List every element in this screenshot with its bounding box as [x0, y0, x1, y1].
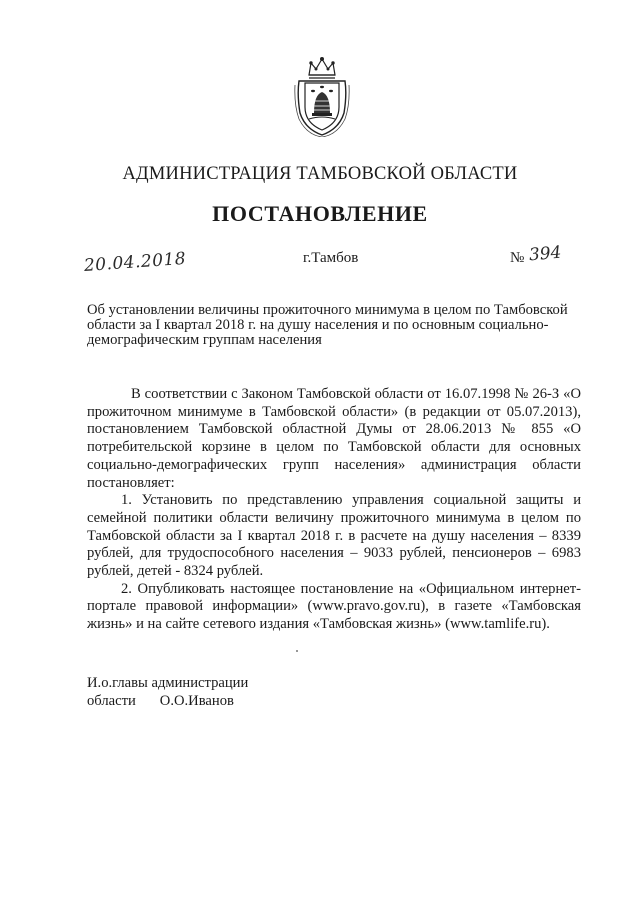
signatory-name: О.О.Иванов — [159, 693, 234, 709]
document-number: 394 — [528, 242, 563, 266]
item-2-paragraph: 2. Опубликовать настоящее постановление на «Официальном интернет-портале правовой информации» (www.pravo.gov.ru), в газете «Тамбовская жизнь» и на сайте сетевого издания «Тамбовская жизнь» (www.tamlife.ru). — [87, 580, 581, 633]
document-date: 20.04.2018 — [83, 248, 187, 276]
signatory-position-line2 — [87, 692, 248, 710]
subject-text: Об установлении величины прожиточного минимума в целом по Тамбовской области за I квартал 2018 г. на душу населения и по основным социально-демографическим группам населения — [87, 302, 568, 348]
signature-block — [87, 674, 248, 710]
document-subject — [87, 303, 581, 348]
item-1-paragraph: 1. Установить по представлению управления социальной защиты и семейной политики области величину прожиточного минимума в целом по Тамбовской области за I квартал 2018 г. в расчете на душу населения – 8339 рублей, для трудоспособного населения – 9033 рублей, пенсионеров – 6983 рублей, детей - 8324 рублей. — [87, 492, 581, 580]
signatory-position-line1: И.о.главы администрации — [87, 675, 249, 691]
document-type: ПОСТАНОВЛЕНИЕ — [212, 201, 428, 226]
number-label: № — [510, 250, 525, 266]
document-body — [87, 386, 581, 634]
signatory-position-word: области — [87, 693, 136, 709]
tambov-coat-of-arms-icon — [291, 55, 353, 137]
scan-speck — [296, 650, 298, 652]
organization-name: АДМИНИСТРАЦИЯ ТАМБОВСКОЙ ОБЛАСТИ — [122, 164, 518, 184]
preamble-paragraph: В соответствии с Законом Тамбовской области от 16.07.1998 № 26-З «О прожиточном минимуме в Тамбовской области» (в редакции от 05.07.2013), постановлением Тамбовской областной Думы от 28.06.2013 № 855 «О потребительской корзине в целом по Тамбовской области для основных социально-демографических групп населения» администрация области постановляет: — [87, 386, 581, 491]
city: г.Тамбов — [303, 250, 359, 266]
